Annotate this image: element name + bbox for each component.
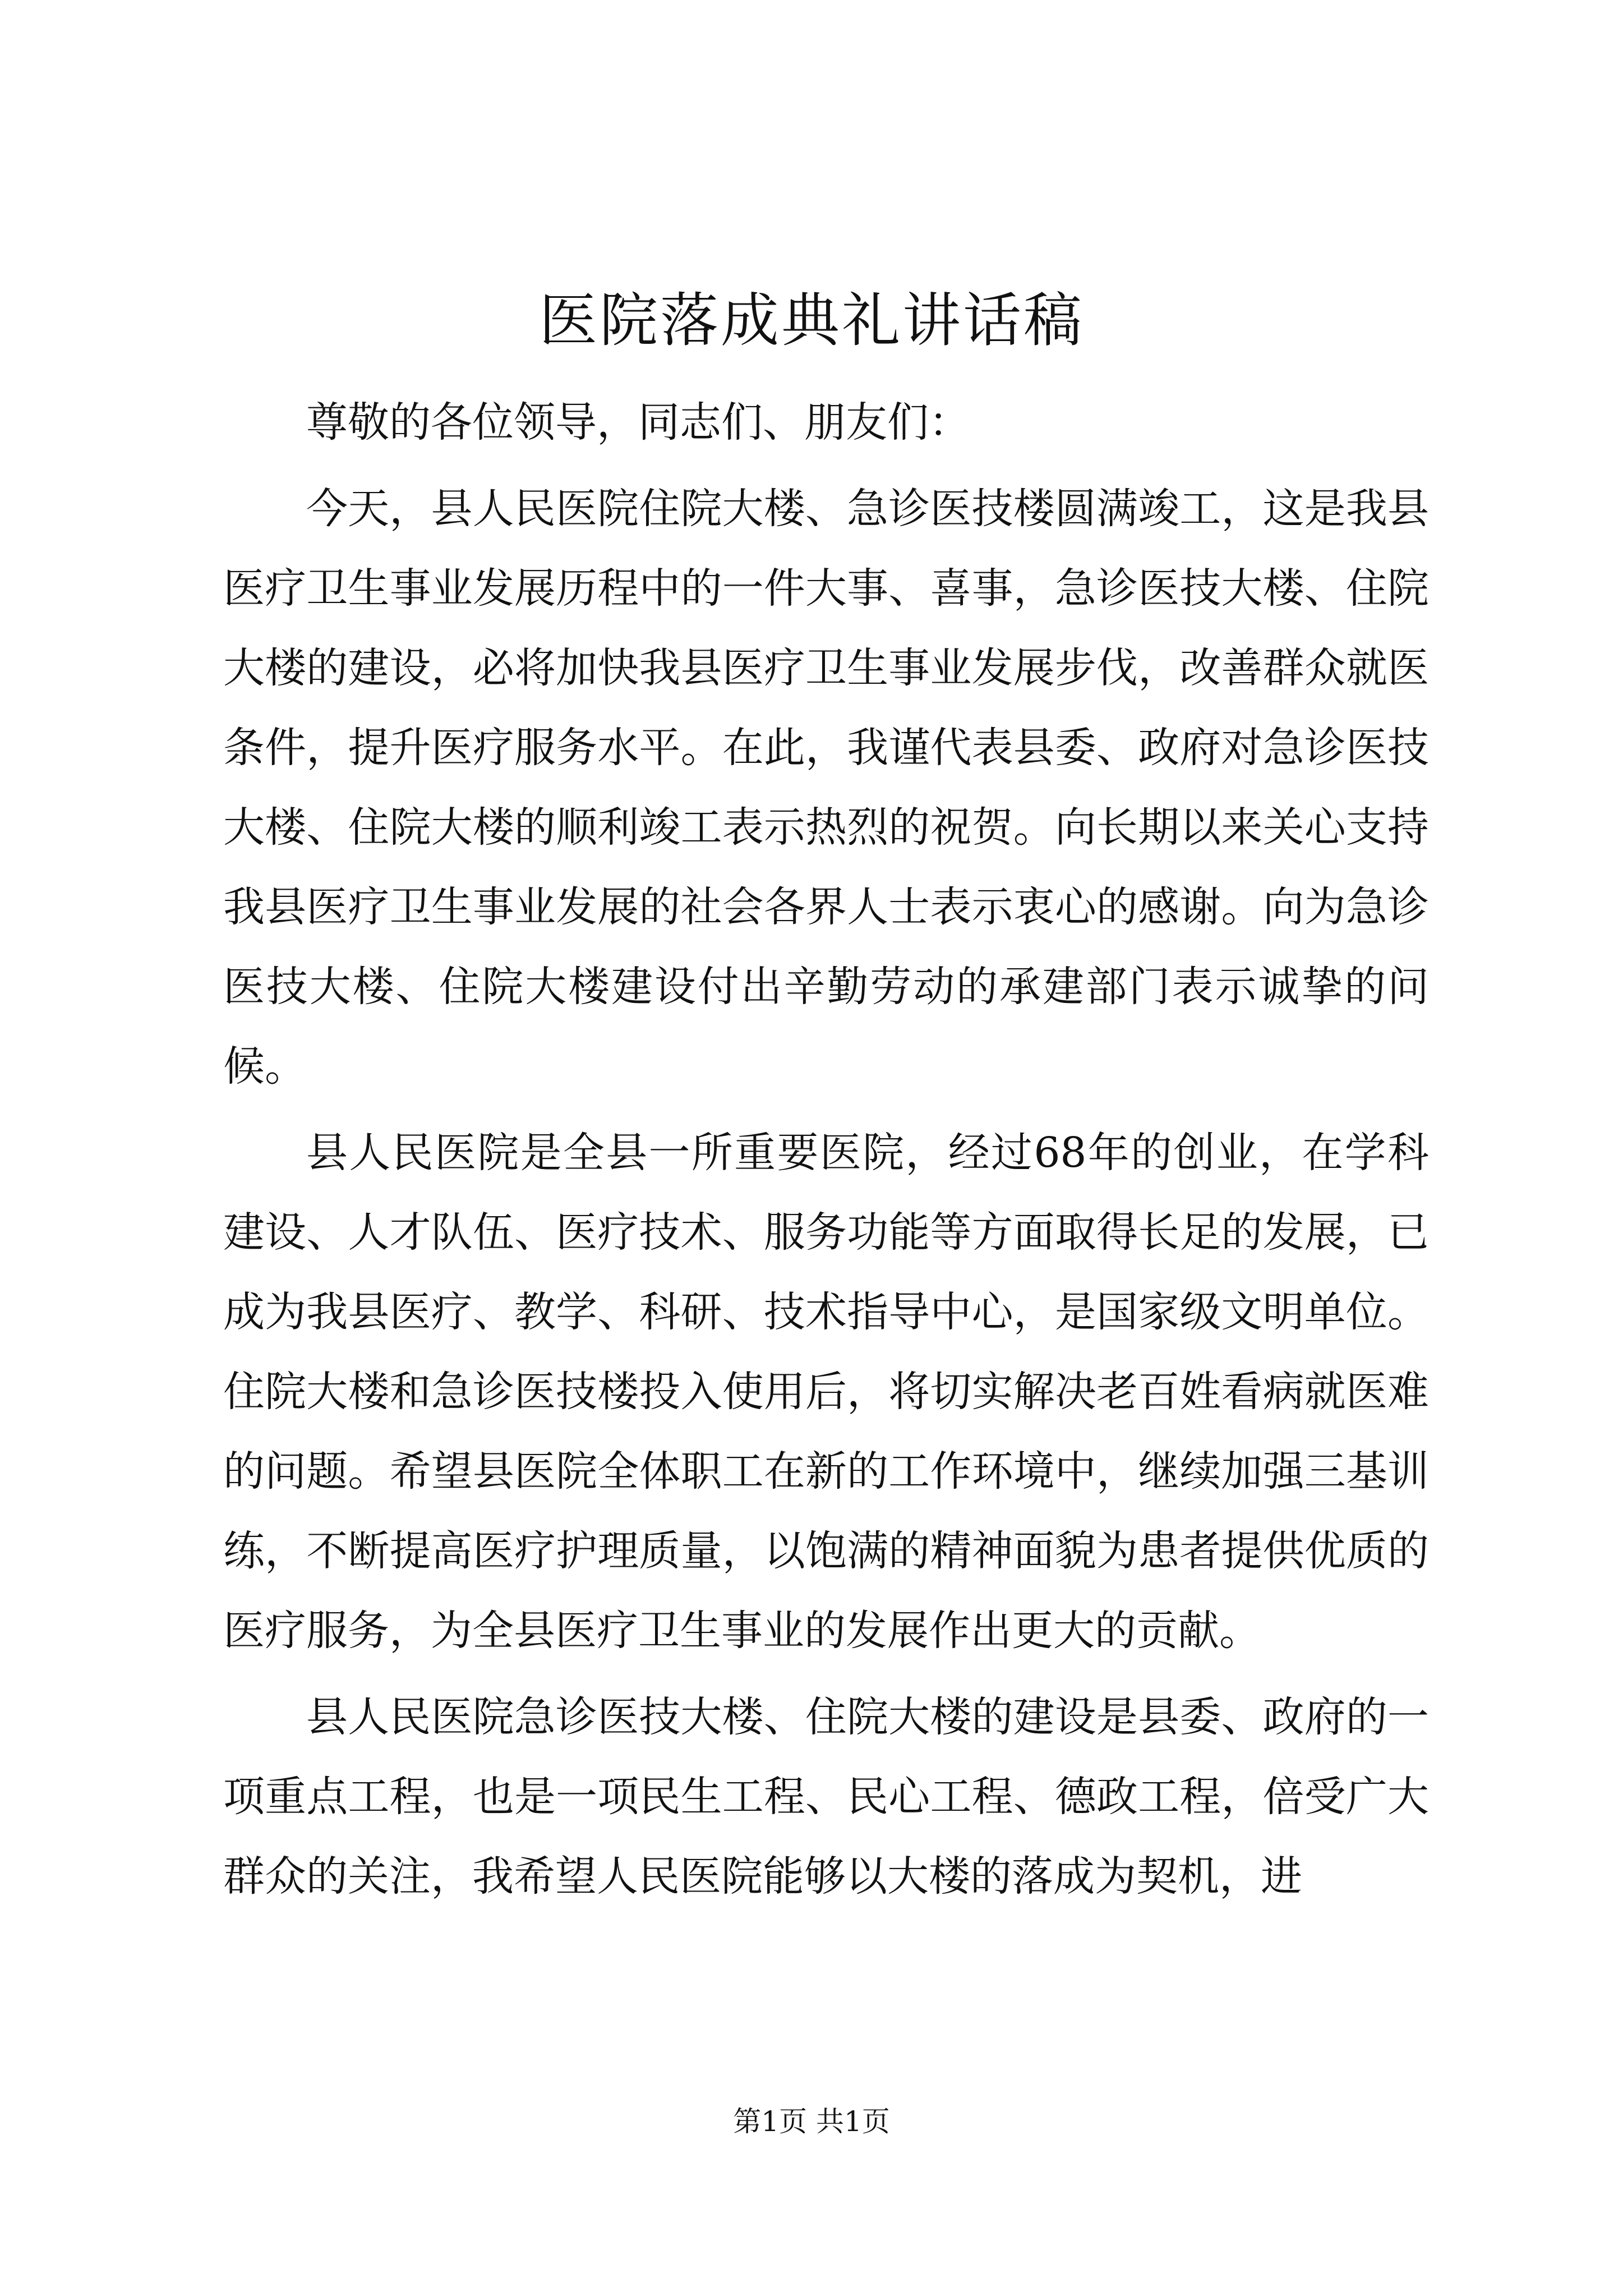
- salutation: 尊敬的各位领导，同志们、朋友们：: [306, 398, 970, 447]
- paragraph: 县人民医院急诊医技大楼、住院大楼的建设是县委、政府的一项重点工程，也是一项民生工程、民心工程、德政工程，倍受广大群众的关注，我希望人民医院能够以大楼的落成为契机，进: [223, 1693, 1429, 1901]
- document-body: [223, 383, 1429, 1916]
- document-title: 医院落成典礼讲话稿: [538, 286, 1084, 355]
- page-footer: 第1页 共1页: [733, 2105, 890, 2138]
- paragraph: 今天，县人民医院住院大楼、急诊医技楼圆满竣工，这是我县医疗卫生事业发展历程中的一件大事、喜事，急诊医技大楼、住院大楼的建设，必将加快我县医疗卫生事业发展步伐，改善群众就医条件，提升医疗服务水平。在此，我谨代表县委、政府对急诊医技大楼、住院大楼的顺利竣工表示热烈的祝贺。向长期以来关心支持我县医疗卫生事业发展的社会各界人士表示衷心的感谢。向为急诊医技大楼、住院大楼建设付出辛勤劳动的承建部门表示诚挚的问候。: [223, 485, 1429, 1091]
- paragraph: 县人民医院是全县一所重要医院，经过68年的创业，在学科建设、人才队伍、医疗技术、服务功能等方面取得长足的发展，已成为我县医疗、教学、科研、技术指导中心，是国家级文明单位。住院大楼和急诊医技楼投入使用后，将切实解决老百姓看病就医难的问题。希望县医院全体职工在新的工作环境中，继续加强三基训练，不断提高医疗护理质量，以饱满的精神面貌为患者提供优质的医疗服务，为全县医疗卫生事业的发展作出更大的贡献。: [223, 1129, 1429, 1655]
